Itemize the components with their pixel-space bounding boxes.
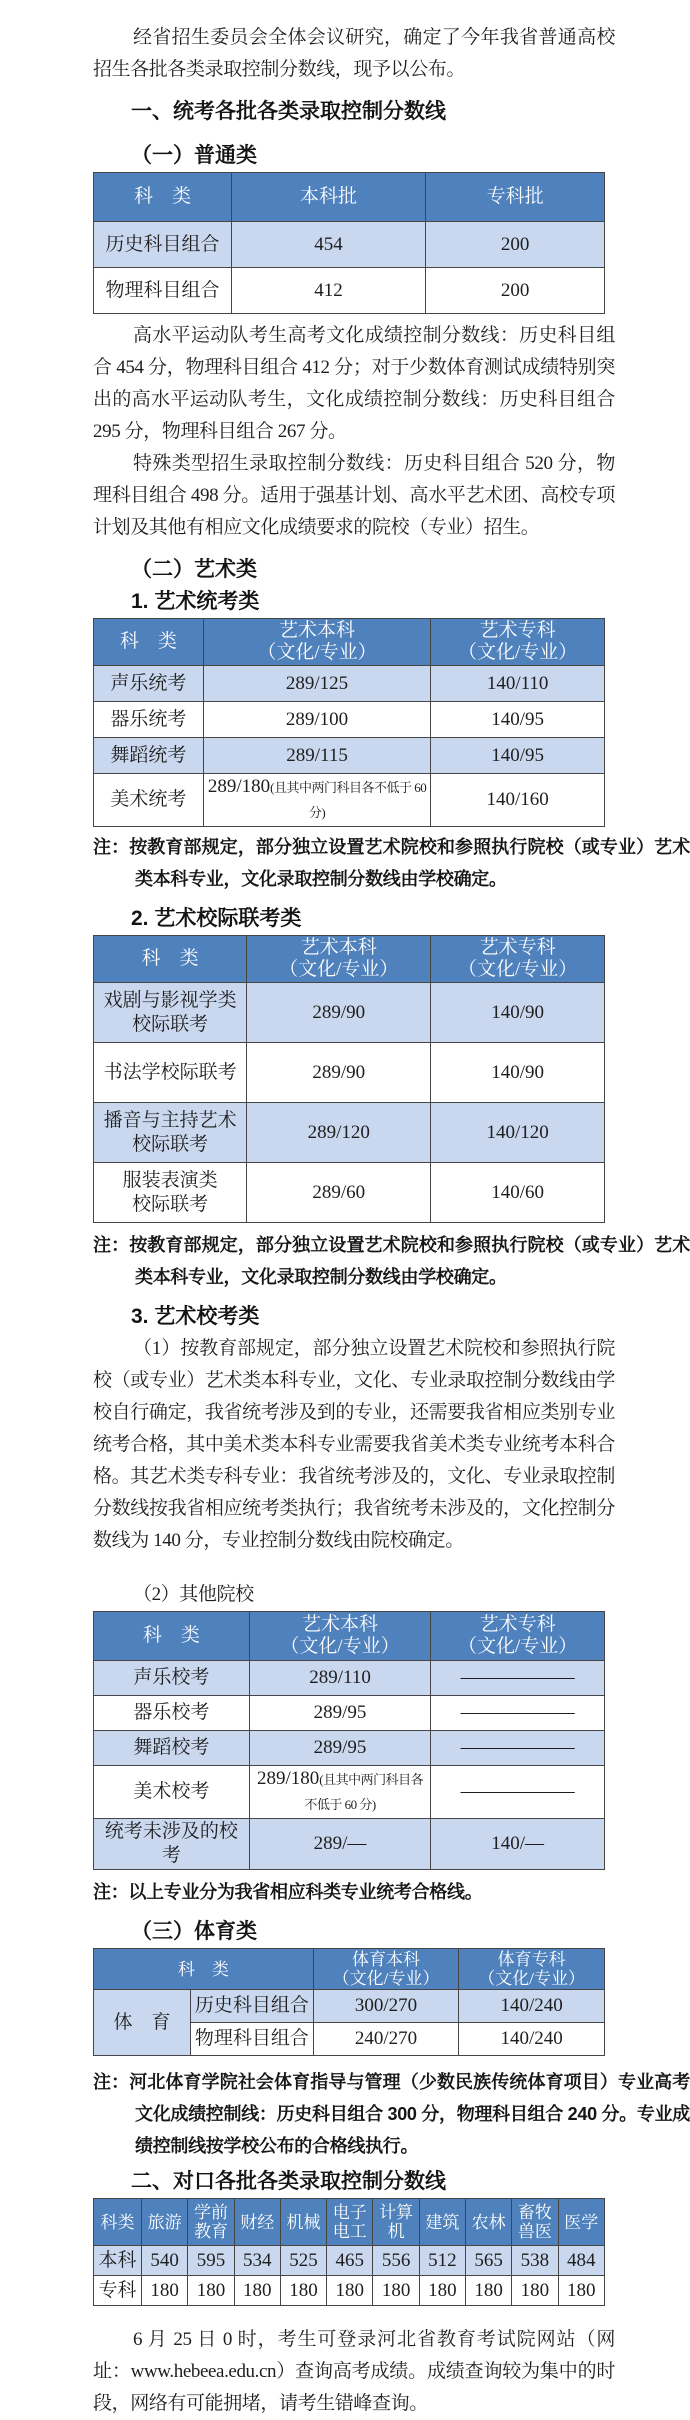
table-header-cell: 农林	[466, 2199, 512, 2246]
section-1-title: 一、统考各批各类录取控制分数线	[131, 100, 446, 123]
table-cell: 美术统考	[94, 774, 204, 827]
table-row	[94, 2276, 605, 2306]
table-cell: 140/60	[431, 1163, 605, 1223]
table-header-cell: 医学	[558, 2199, 604, 2246]
table-header-row	[94, 619, 605, 666]
table-cell: 289/180(且其中两门科目各不低于 60 分)	[249, 1766, 430, 1819]
section-2-title: 二、对口各批各类录取控制分数线	[131, 2170, 446, 2193]
table-cell: 525	[280, 2246, 326, 2276]
table-cell: 物理科目组合	[191, 2023, 314, 2056]
table-header-row	[94, 2199, 605, 2246]
table-header-cell: 艺术本科 （文化/专业）	[249, 1612, 430, 1661]
table-cell: 器乐校考	[94, 1696, 250, 1731]
table-row	[94, 702, 605, 738]
art-unified-note: 注：按教育部规定，部分独立设置艺术院校和参照执行院校（或专业）艺术类本科专业，文化录取控制分数线由学校确定。	[93, 837, 690, 889]
table-cell: 289/—	[249, 1819, 430, 1870]
general-scores-table	[93, 172, 605, 314]
table-cell: 240/270	[313, 2023, 459, 2056]
table-cell: 300/270	[313, 1990, 459, 2023]
intro-paragraph: 经省招生委员会全体会议研究，确定了今年我省普通高校招生各批各类录取控制分数线，现予以公布。	[93, 27, 615, 80]
table-cell: 舞蹈统考	[94, 738, 204, 774]
table-cell: 200	[426, 222, 605, 268]
table-header-cell: 科 类	[94, 619, 204, 666]
table-header-cell: 艺术专科 （文化/专业）	[431, 619, 605, 666]
table-row	[94, 774, 605, 827]
table-row	[94, 1696, 605, 1731]
table-row	[94, 1043, 605, 1103]
table-cell: 140/—	[431, 1819, 605, 1870]
table-cell: 289/180(且其中两门科目各不低于 60 分)	[203, 774, 430, 827]
table-cell: 140/95	[431, 738, 605, 774]
table-cell: 289/90	[247, 983, 431, 1043]
table-header-cell: 机械	[280, 2199, 326, 2246]
table-row	[94, 738, 605, 774]
table-header-cell: 体育专科 （文化/专业）	[459, 1949, 605, 1990]
table-cell: 本科	[94, 2246, 142, 2276]
data-table	[93, 1948, 605, 2056]
table-cell: 美术校考	[94, 1766, 250, 1819]
table-header-cell: 专科批	[426, 173, 605, 222]
table-row	[94, 1731, 605, 1766]
art-unified-title: 1. 艺术统考类	[131, 590, 260, 613]
table-header-cell: 建筑	[419, 2199, 465, 2246]
table-cell: 书法学校际联考	[94, 1043, 247, 1103]
art-school-other-table	[93, 1611, 605, 1870]
table-row	[94, 666, 605, 702]
special-type-paragraph: 特殊类型招生录取控制分数线：历史科目组合 520 分，物理科目组合 498 分。适用于强基计划、高水平艺术团、高校专项计划及其他有相应文化成绩要求的院校（专业）招生。	[93, 453, 615, 538]
table-header-cell: 学前 教育	[188, 2199, 234, 2246]
table-header-cell: 艺术本科 （文化/专业）	[247, 936, 431, 983]
table-row	[94, 983, 605, 1043]
table-header-cell: 电子 电工	[327, 2199, 373, 2246]
table-header-row	[94, 1612, 605, 1661]
table-cell: 历史科目组合	[191, 1990, 314, 2023]
table-header-cell: 计算 机	[373, 2199, 419, 2246]
table-cell: 289/90	[247, 1043, 431, 1103]
table-cell: 556	[373, 2246, 419, 2276]
table-cell: 289/110	[249, 1661, 430, 1696]
table-row	[94, 1103, 605, 1163]
table-cell: ——————	[431, 1661, 605, 1696]
art-school-paragraph: （1）按教育部规定，部分独立设置艺术院校和参照执行院校（或专业）艺术类本科专业，文化、专业录取控制分数线由学校自行确定，我省统考涉及到的专业，还需要我省相应类别专业统考合格，其中美术类本科专业需要我省美术类专业统考本科合格。其艺术类专科专业：我省统考涉及的，文化、专业录取控制分数线按我省相应统考类执行；我省统考未涉及的，文化控制分数线为 140 分，专业控制分数线由院校确定。	[93, 1338, 615, 1551]
table-header-cell: 艺术专科 （文化/专业）	[431, 936, 605, 983]
table-row	[94, 1990, 605, 2023]
table-cell: 289/125	[203, 666, 430, 702]
table-cell: 289/115	[203, 738, 430, 774]
table-cell: ——————	[431, 1766, 605, 1819]
art-school-title: 3. 艺术校考类	[131, 1305, 260, 1328]
art-unified-exam-table	[93, 618, 605, 827]
art-joint-title: 2. 艺术校际联考类	[131, 907, 302, 930]
table-cell: 140/120	[431, 1103, 605, 1163]
table-cell: 统考未涉及的校考	[94, 1819, 250, 1870]
table-cell: 180	[419, 2276, 465, 2306]
table-row	[94, 2246, 605, 2276]
table-cell: 140/160	[431, 774, 605, 827]
section-1-3-title: （三）体育类	[131, 1920, 257, 1943]
table-cell: 历史科目组合	[94, 222, 232, 268]
vocational-scores-table	[93, 2198, 605, 2306]
table-cell: 180	[466, 2276, 512, 2306]
table-header-cell: 科 类	[94, 1949, 314, 1990]
other-colleges-note: 注：以上专业分为我省相应科类专业统考合格线。	[93, 1882, 483, 1902]
table-cell: 595	[188, 2246, 234, 2276]
table-cell: ——————	[431, 1696, 605, 1731]
table-cell: 声乐统考	[94, 666, 204, 702]
table-cell: 540	[142, 2246, 188, 2276]
table-cell: 专科	[94, 2276, 142, 2306]
table-cell: ——————	[431, 1731, 605, 1766]
art-joint-note: 注：按教育部规定，部分独立设置艺术院校和参照执行院校（或专业）艺术类本科专业，文化录取控制分数线由学校确定。	[93, 1235, 690, 1287]
data-table	[93, 618, 605, 827]
table-cell: 484	[558, 2246, 604, 2276]
table-cell: 140/110	[431, 666, 605, 702]
table-row	[94, 222, 605, 268]
table-cell: 289/95	[249, 1696, 430, 1731]
data-table	[93, 1611, 605, 1870]
table-cell: 180	[234, 2276, 280, 2306]
table-cell: 140/95	[431, 702, 605, 738]
table-header-cell: 艺术本科 （文化/专业）	[203, 619, 430, 666]
art-joint-exam-table	[93, 935, 605, 1223]
table-cell: 戏剧与影视学类 校际联考	[94, 983, 247, 1043]
other-colleges-subtitle: （2）其他院校	[133, 1584, 254, 1605]
sports-scores-table	[93, 1948, 605, 2056]
table-cell: 140/90	[431, 983, 605, 1043]
table-cell: 声乐校考	[94, 1661, 250, 1696]
table-cell: 565	[466, 2246, 512, 2276]
table-header-cell: 科 类	[94, 1612, 250, 1661]
table-cell: 200	[426, 268, 605, 314]
table-cell: 512	[419, 2246, 465, 2276]
table-cell: 289/95	[249, 1731, 430, 1766]
table-cell: 289/100	[203, 702, 430, 738]
table-cell: 289/60	[247, 1163, 431, 1223]
table-header-cell: 畜牧 兽医	[512, 2199, 558, 2246]
table-header-cell: 财经	[234, 2199, 280, 2246]
table-cell: 180	[373, 2276, 419, 2306]
table-cell: 体 育	[94, 1990, 191, 2056]
data-table	[93, 172, 605, 314]
data-table	[93, 935, 605, 1223]
table-row	[94, 1661, 605, 1696]
table-cell: 465	[327, 2246, 373, 2276]
table-cell: 454	[231, 222, 425, 268]
section-1-1-title: （一）普通类	[131, 144, 257, 167]
table-cell: 舞蹈校考	[94, 1731, 250, 1766]
data-table	[93, 2198, 605, 2306]
table-cell: 140/240	[459, 1990, 605, 2023]
table-header-cell: 旅游	[142, 2199, 188, 2246]
table-cell: 播音与主持艺术 校际联考	[94, 1103, 247, 1163]
table-cell: 180	[512, 2276, 558, 2306]
table-header-row	[94, 936, 605, 983]
table-cell: 140/90	[431, 1043, 605, 1103]
table-header-cell: 科 类	[94, 173, 232, 222]
table-header-cell: 本科批	[231, 173, 425, 222]
table-cell: 538	[512, 2246, 558, 2276]
section-1-2-title: （二）艺术类	[131, 558, 257, 581]
table-cell: 180	[188, 2276, 234, 2306]
table-cell: 534	[234, 2246, 280, 2276]
table-header-cell: 艺术专科 （文化/专业）	[431, 1612, 605, 1661]
table-header-row	[94, 173, 605, 222]
table-cell: 器乐统考	[94, 702, 204, 738]
table-row	[94, 1163, 605, 1223]
table-row	[94, 1766, 605, 1819]
table-cell: 服装表演类 校际联考	[94, 1163, 247, 1223]
table-cell: 412	[231, 268, 425, 314]
table-cell: 180	[327, 2276, 373, 2306]
table-row	[94, 268, 605, 314]
table-row	[94, 1819, 605, 1870]
table-cell: 180	[558, 2276, 604, 2306]
table-header-cell: 科类	[94, 2199, 142, 2246]
table-cell: 289/120	[247, 1103, 431, 1163]
table-header-cell: 体育本科 （文化/专业）	[313, 1949, 459, 1990]
table-cell: 140/240	[459, 2023, 605, 2056]
table-cell: 180	[280, 2276, 326, 2306]
table-header-row	[94, 1949, 605, 1990]
table-header-cell: 科 类	[94, 936, 247, 983]
footer-paragraph: 6 月 25 日 0 时，考生可登录河北省教育考试院网站（网址：www.hebeea.edu.cn）查询高考成绩。成绩查询较为集中的时段，网络有可能拥堵，请考生错峰查询。	[93, 2329, 615, 2414]
high-level-athletes-paragraph: 高水平运动队考生高考文化成绩控制分数线：历史科目组合 454 分，物理科目组合 412 分；对于少数体育测试成绩特别突出的高水平运动队考生，文化成绩控制分数线：历史科目组合 295 分，物理科目组合 267 分。	[93, 325, 615, 442]
table-cell: 物理科目组合	[94, 268, 232, 314]
sports-note: 注：河北体育学院社会体育指导与管理（少数民族传统体育项目）专业高考文化成绩控制线：历史科目组合 300 分，物理科目组合 240 分。专业成绩控制线按学校公布的合格线执行。	[93, 2072, 690, 2156]
table-cell: 180	[142, 2276, 188, 2306]
